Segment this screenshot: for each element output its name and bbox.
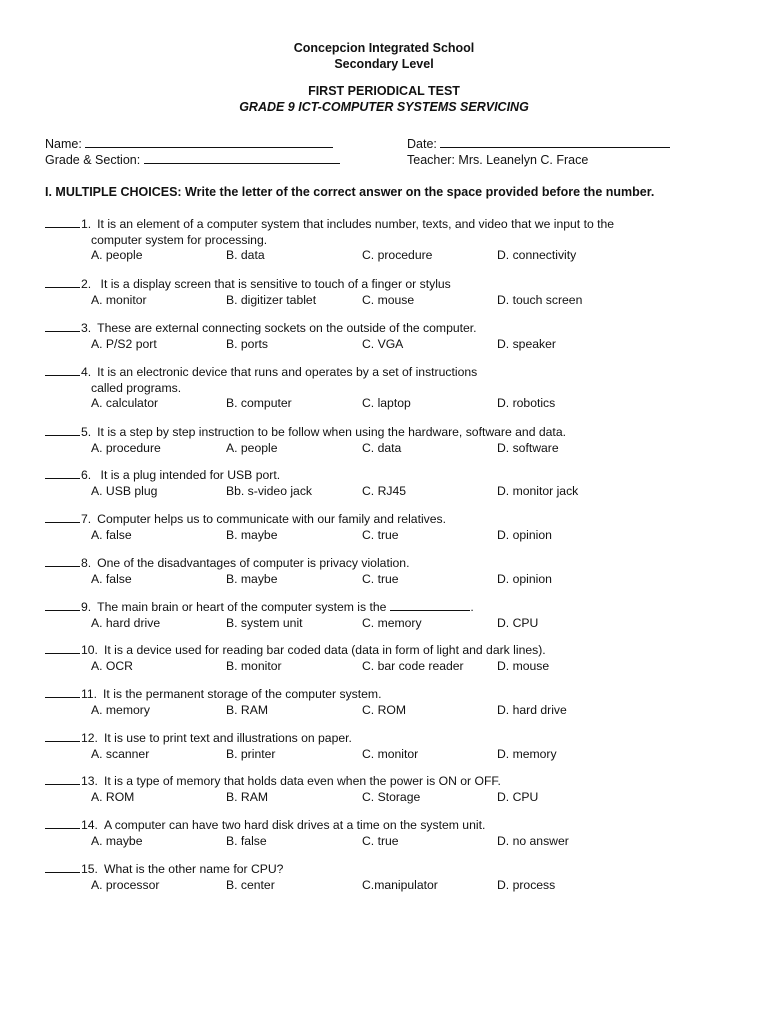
question-line [45, 686, 725, 703]
choice-option[interactable]: C. laptop [362, 396, 411, 410]
choice-option[interactable]: B. maybe [226, 527, 278, 542]
choice-option[interactable]: D. touch screen [497, 292, 583, 307]
choice-option[interactable]: B. center [226, 877, 275, 892]
question-line [45, 642, 725, 659]
choice-row [45, 337, 725, 353]
test-title: FIRST PERIODICAL TEST [308, 84, 460, 98]
choice-row [45, 572, 725, 588]
choice-option[interactable]: C. true [362, 571, 399, 586]
choice-row [45, 616, 725, 632]
choice-option[interactable]: A. OCR [91, 658, 133, 673]
question-text: These are external connecting sockets on the outside of the computer. [97, 321, 477, 335]
choice-option[interactable]: C. Storage [362, 789, 421, 804]
question-line [45, 511, 725, 528]
choice-option[interactable]: A. people [226, 440, 278, 455]
question-text: It is a type of memory that holds data even when the power is ON or OFF. [103, 774, 501, 788]
answer-blank[interactable] [45, 320, 80, 332]
choice-option[interactable]: A. ROM [91, 789, 135, 804]
choice-row [45, 484, 725, 500]
question-number: 10. [81, 643, 98, 657]
subject-title: GRADE 9 ICT-COMPUTER SYSTEMS SERVICING [239, 100, 529, 114]
choice-option[interactable]: B. false [226, 833, 267, 848]
answer-blank[interactable] [45, 773, 80, 785]
answer-blank[interactable] [45, 599, 80, 611]
choice-option[interactable]: C. VGA [362, 336, 404, 351]
question-number: 14. [81, 818, 98, 832]
choice-option[interactable]: B. maybe [226, 571, 278, 586]
question-number: 7. [81, 512, 92, 526]
choice-option[interactable]: A. monitor [91, 292, 147, 307]
question-line [45, 817, 725, 834]
choice-option[interactable]: D. speaker [497, 336, 556, 351]
choice-option[interactable]: A. false [91, 571, 132, 586]
question-number: 15. [81, 862, 98, 876]
question-line [45, 216, 725, 233]
choice-option[interactable]: D. opinion [497, 527, 552, 542]
choice-option[interactable]: C. bar code reader [362, 658, 464, 673]
choice-row [45, 703, 725, 719]
question-line [45, 599, 725, 616]
choice-option[interactable]: B. RAM [226, 789, 268, 804]
choice-row [45, 441, 725, 457]
question-text-continued: called programs. [91, 380, 182, 395]
question-number: 9. [81, 600, 92, 614]
question-item [45, 773, 725, 806]
question-item [45, 686, 725, 719]
inline-answer-blank[interactable] [390, 599, 470, 611]
question-text: What is the other name for CPU? [103, 862, 284, 876]
question-item [45, 730, 725, 763]
choice-option[interactable]: B. ports [226, 336, 268, 351]
choice-option[interactable]: C. monitor [362, 746, 419, 761]
choice-option[interactable]: A. P/S2 port [91, 336, 157, 351]
choice-option[interactable]: D. opinion [497, 571, 552, 586]
question-line [45, 555, 725, 572]
choice-option[interactable]: D. CPU [497, 789, 539, 804]
question-text: It is a display screen that is sensitive to touch of a finger or stylus [97, 277, 451, 291]
choice-option[interactable]: D. process [497, 877, 556, 892]
name-blank[interactable] [85, 136, 333, 148]
question-item [45, 511, 725, 544]
choice-option[interactable]: B. digitizer tablet [226, 292, 317, 307]
question-text: Computer helps us to communicate with our family and relatives. [97, 512, 447, 526]
question-text: It is a plug intended for USB port. [97, 468, 281, 482]
question-number: 1. [81, 217, 92, 231]
question-number: 2. [81, 277, 92, 291]
question-number: 3. [81, 321, 92, 335]
question-number: 4. [81, 365, 92, 379]
choice-option[interactable]: C. mouse [362, 292, 415, 307]
answer-blank[interactable] [45, 642, 80, 654]
question-line [45, 467, 725, 484]
school-name: Concepcion Integrated School [293, 41, 475, 55]
choice-option[interactable]: D. monitor jack [497, 483, 579, 498]
instructions: I. MULTIPLE CHOICES: Write the letter of the correct answer on the space provided before the number. [45, 185, 655, 199]
choice-option[interactable]: A. USB plug [91, 483, 158, 498]
choice-option[interactable]: C. true [362, 527, 399, 542]
question-text: A computer can have two hard disk drives at a time on the system unit. [103, 818, 486, 832]
choice-option[interactable]: C. ROM [362, 702, 407, 717]
question-text: It is a device used for reading bar coded data (data in form of light and dark lines). [103, 643, 546, 657]
choice-row [45, 396, 725, 412]
choice-option[interactable]: B. computer [226, 396, 292, 410]
choice-option[interactable]: D. hard drive [497, 702, 567, 717]
question-line [45, 364, 725, 381]
question-item [45, 276, 725, 309]
choice-option[interactable]: C.manipulator [362, 877, 438, 892]
choice-option[interactable]: B. system unit [226, 615, 303, 630]
name-field[interactable] [45, 136, 333, 152]
question-text-continued: computer system for processing. [91, 232, 268, 247]
choice-row [45, 293, 725, 309]
choice-option[interactable]: B. monitor [226, 658, 282, 673]
choice-option[interactable]: A. hard drive [91, 615, 161, 630]
choice-option[interactable]: A. procedure [91, 440, 161, 455]
answer-blank[interactable] [45, 467, 80, 479]
answer-blank[interactable] [45, 276, 80, 288]
choice-option[interactable]: D. robotics [497, 396, 556, 410]
question-number: 13. [81, 774, 98, 788]
choice-option[interactable]: B. data [226, 248, 265, 262]
grade-section-field[interactable] [45, 152, 340, 168]
choice-option[interactable]: A. memory [91, 702, 150, 717]
answer-blank[interactable] [45, 686, 80, 698]
question-text-end: . [470, 600, 474, 614]
choice-option[interactable]: A. maybe [91, 833, 143, 848]
choice-option[interactable]: C. procedure [362, 248, 433, 262]
date-label: Date: [407, 137, 437, 151]
choice-option[interactable]: B. printer [226, 746, 276, 761]
question-item [45, 817, 725, 850]
choice-row [45, 790, 725, 806]
question-line [45, 424, 725, 441]
question-number: 6. [81, 468, 92, 482]
grade-section-label: Grade & Section: [45, 153, 141, 167]
grade-section-blank[interactable] [144, 152, 340, 164]
question-item [45, 320, 725, 353]
school-level: Secondary Level [334, 57, 434, 71]
choice-option[interactable]: D. mouse [497, 658, 550, 673]
question-item [45, 861, 725, 894]
question-item [45, 642, 725, 675]
choice-option[interactable]: A. people [91, 248, 143, 262]
question-text: It is the permanent storage of the computer system. [103, 687, 382, 701]
choice-option[interactable]: C. RJ45 [362, 483, 407, 498]
date-blank[interactable] [440, 136, 670, 148]
question-number: 11. [81, 687, 98, 701]
choice-option[interactable]: D. no answer [497, 833, 569, 848]
question-text: One of the disadvantages of computer is privacy violation. [97, 556, 410, 570]
question-text: It is use to print text and illustrations on paper. [103, 731, 352, 745]
choice-row [45, 248, 725, 264]
teacher-name: Teacher: Mrs. Leanelyn C. Frace [407, 153, 589, 167]
choice-row [45, 878, 725, 894]
question-item [45, 467, 725, 500]
choice-option[interactable]: D. connectivity [497, 248, 577, 262]
answer-blank[interactable] [45, 817, 80, 829]
question-text: The main brain or heart of the computer system is the [97, 600, 387, 614]
document-header [0, 40, 768, 115]
question-item [45, 555, 725, 588]
question-text: It is an element of a computer system that includes number, texts, and video that we input to the [97, 217, 615, 231]
question-item [45, 216, 725, 264]
answer-blank[interactable] [45, 364, 80, 376]
question-item [45, 424, 725, 457]
choice-option[interactable]: B. RAM [226, 702, 268, 717]
choice-option[interactable]: D. memory [497, 746, 557, 761]
choice-option[interactable]: C. true [362, 833, 399, 848]
choice-option[interactable]: D. software [497, 440, 559, 455]
choice-option[interactable]: C. memory [362, 615, 422, 630]
question-number: 5. [81, 425, 92, 439]
choice-option[interactable]: A. false [91, 527, 132, 542]
answer-blank[interactable] [45, 730, 80, 742]
answer-blank[interactable] [45, 555, 80, 567]
choice-option[interactable]: Bb. s-video jack [226, 483, 313, 498]
choice-option[interactable]: A. calculator [91, 396, 159, 410]
answer-blank[interactable] [45, 861, 80, 873]
question-line [45, 773, 725, 790]
question-line [45, 276, 725, 293]
question-number: 8. [81, 556, 92, 570]
question-text: It is a step by step instruction to be follow when using the hardware, software and data. [97, 425, 566, 439]
question-text: It is an electronic device that runs and operates by a set of instructions [97, 365, 478, 379]
question-line [45, 861, 725, 878]
choice-option[interactable]: C. data [362, 440, 402, 455]
choice-row [45, 528, 725, 544]
question-line [45, 320, 725, 337]
question-line [45, 730, 725, 747]
answer-blank[interactable] [45, 424, 80, 436]
name-label: Name: [45, 137, 82, 151]
question-item [45, 364, 725, 412]
choice-row [45, 659, 725, 675]
question-item [45, 599, 725, 632]
answer-blank[interactable] [45, 511, 80, 523]
choice-row [45, 747, 725, 763]
choice-row [45, 834, 725, 850]
answer-blank[interactable] [45, 216, 80, 228]
date-field[interactable] [407, 136, 670, 152]
question-number: 12. [81, 731, 98, 745]
choice-option[interactable]: A. scanner [91, 746, 150, 761]
choice-option[interactable]: A. processor [91, 877, 160, 892]
choice-option[interactable]: D. CPU [497, 615, 539, 630]
